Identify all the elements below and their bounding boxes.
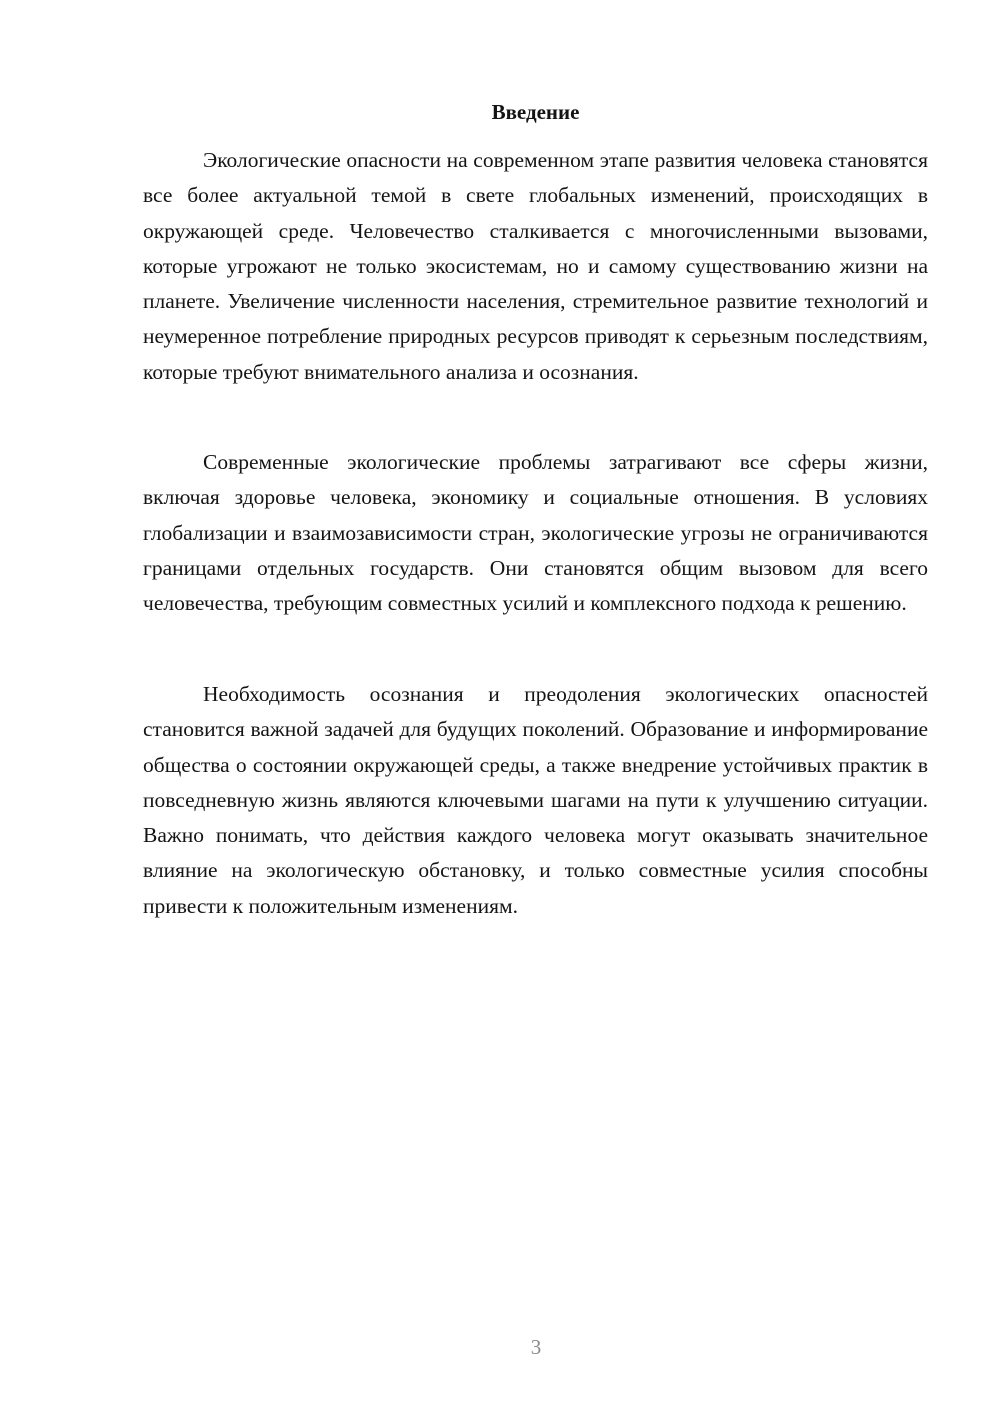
- page-number: 3: [530, 1335, 542, 1359]
- paragraph-3: Необходимость осознания и преодоления экологических опасностей становится важной задачей для будущих поколений. Образование и информирование общества о состоянии окружающей среды, а также внедрение устойчивых практик в повседневную жизнь являются ключевыми шагами на пути к улучшению ситуации. Важно понимать, что действия каждого человека могут оказывать значительное влияние на экологическую обстановку, и только совместные усилия способны привести к положительным изменениям.: [143, 682, 928, 918]
- paragraph-1: Экологические опасности на современном этапе развития человека становятся все более актуальной темой в свете глобальных изменений, происходящих в окружающей среде. Человечество сталкивается с многочисленными вызовами, которые угрожают не только экосистемам, но и самому существованию жизни на планете. Увеличение численности населения, стремительное развитие технологий и неумеренное потребление природных ресурсов приводят к серьезным последствиям, которые требуют внимательного анализа и осознания.: [143, 148, 928, 384]
- section-heading: Введение: [491, 100, 580, 124]
- paragraph-2: Современные экологические проблемы затрагивают все сферы жизни, включая здоровье человека, экономику и социальные отношения. В условиях глобализации и взаимозависимости стран, экологические угрозы не ограничиваются границами отдельных государств. Они становятся общим вызовом для всего человечества, требующим совместных усилий и комплексного подхода к решению.: [143, 450, 928, 616]
